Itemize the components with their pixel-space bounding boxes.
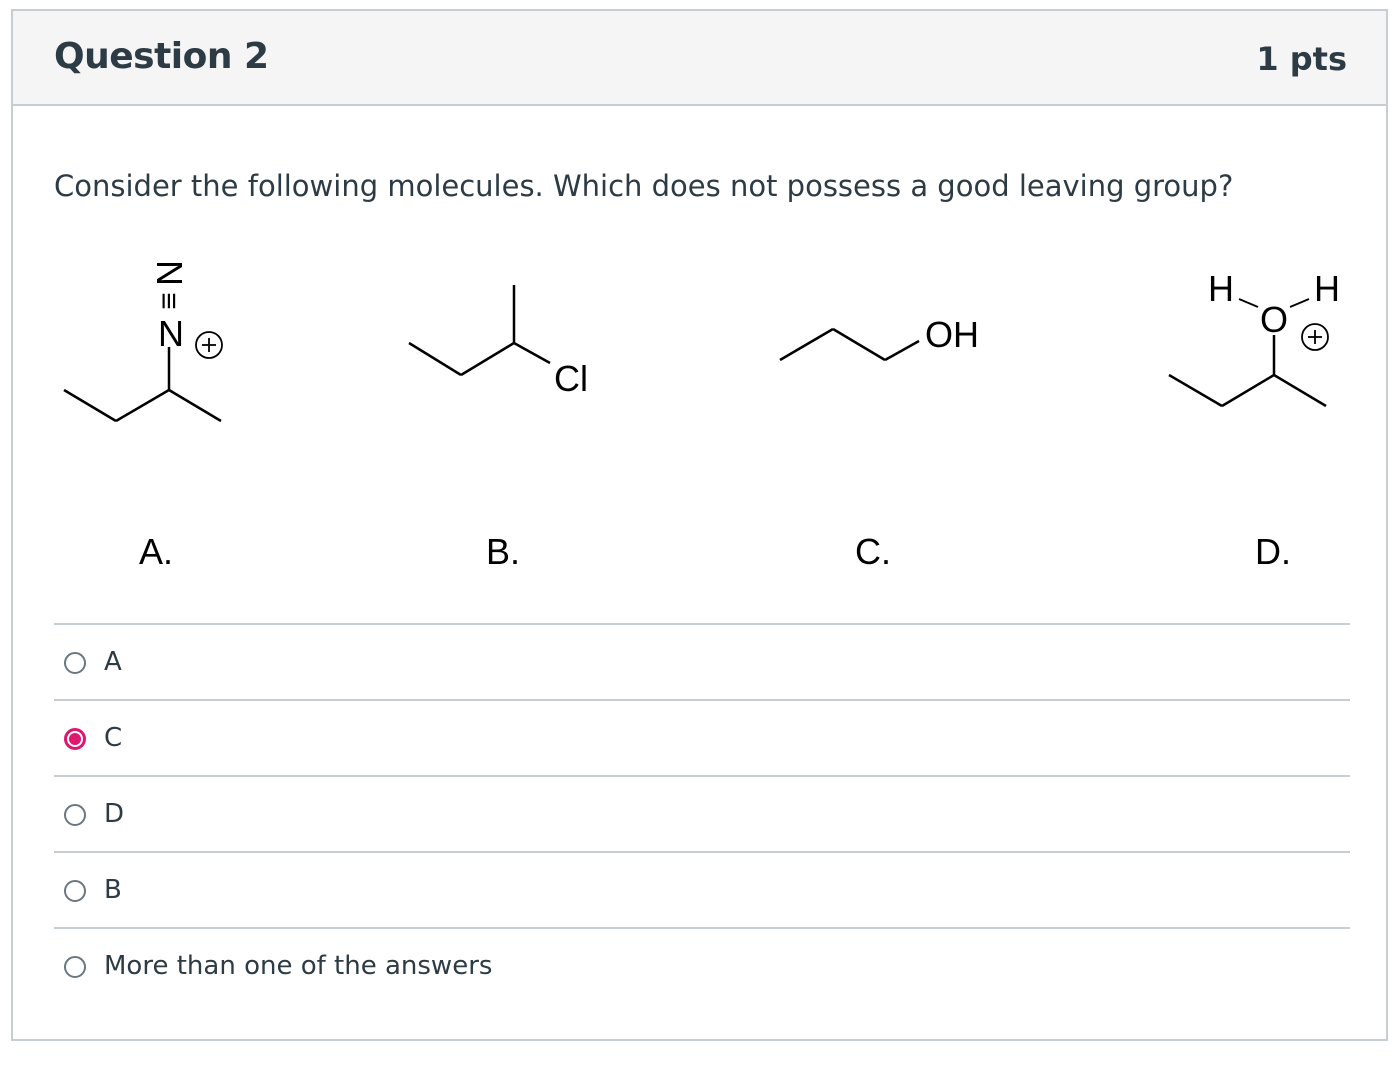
question-card [11, 9, 1388, 1041]
molecule-b [409, 285, 550, 375]
radio-button[interactable] [64, 804, 86, 826]
answer-label[interactable]: A [104, 647, 122, 677]
answer-label[interactable]: More than one of the answers [104, 951, 493, 981]
molecule-a-atom-n-top: N [149, 260, 190, 286]
answer-label[interactable]: B [104, 875, 122, 905]
answer-option-b[interactable] [54, 851, 1350, 927]
molecule-d-atom-o: O [1259, 299, 1289, 340]
molecule-b-atom-cl: Cl [554, 358, 588, 399]
molecule-b-label: B. [485, 531, 521, 572]
answer-option-more-than-one[interactable] [54, 927, 1350, 1003]
molecule-c-label: C. [855, 531, 891, 572]
question-points: 1 pts [1256, 40, 1347, 78]
molecule-a [64, 332, 222, 421]
answer-list [54, 623, 1350, 1003]
answer-option-a[interactable] [54, 623, 1350, 699]
question-header [13, 11, 1386, 106]
molecule-a-atom-n-bottom: N [158, 313, 184, 354]
molecule-d-atom-h-left: H [1208, 268, 1234, 309]
molecules-drawing [13, 239, 1390, 599]
molecule-c [780, 329, 919, 360]
question-text: Consider the following molecules. Which does not possess a good leaving group? [54, 169, 1234, 203]
molecule-d [1169, 299, 1328, 406]
molecules-figure [13, 239, 1390, 599]
answer-label[interactable]: D [104, 799, 125, 829]
answer-option-c[interactable] [54, 699, 1350, 775]
molecule-d-label: D. [1255, 531, 1291, 572]
radio-button[interactable] [64, 880, 86, 902]
molecule-c-atom-oh: OH [925, 314, 979, 355]
answer-option-d[interactable] [54, 775, 1350, 851]
radio-button-selected[interactable] [64, 728, 86, 750]
answer-label[interactable]: C [104, 723, 123, 753]
molecule-a-triple-bond: ≡ [152, 292, 185, 310]
radio-button[interactable] [64, 956, 86, 978]
molecule-a-label: A. [138, 531, 174, 572]
question-title: Question 2 [54, 36, 269, 77]
molecule-d-atom-h-right: H [1314, 268, 1340, 309]
radio-button[interactable] [64, 652, 86, 674]
